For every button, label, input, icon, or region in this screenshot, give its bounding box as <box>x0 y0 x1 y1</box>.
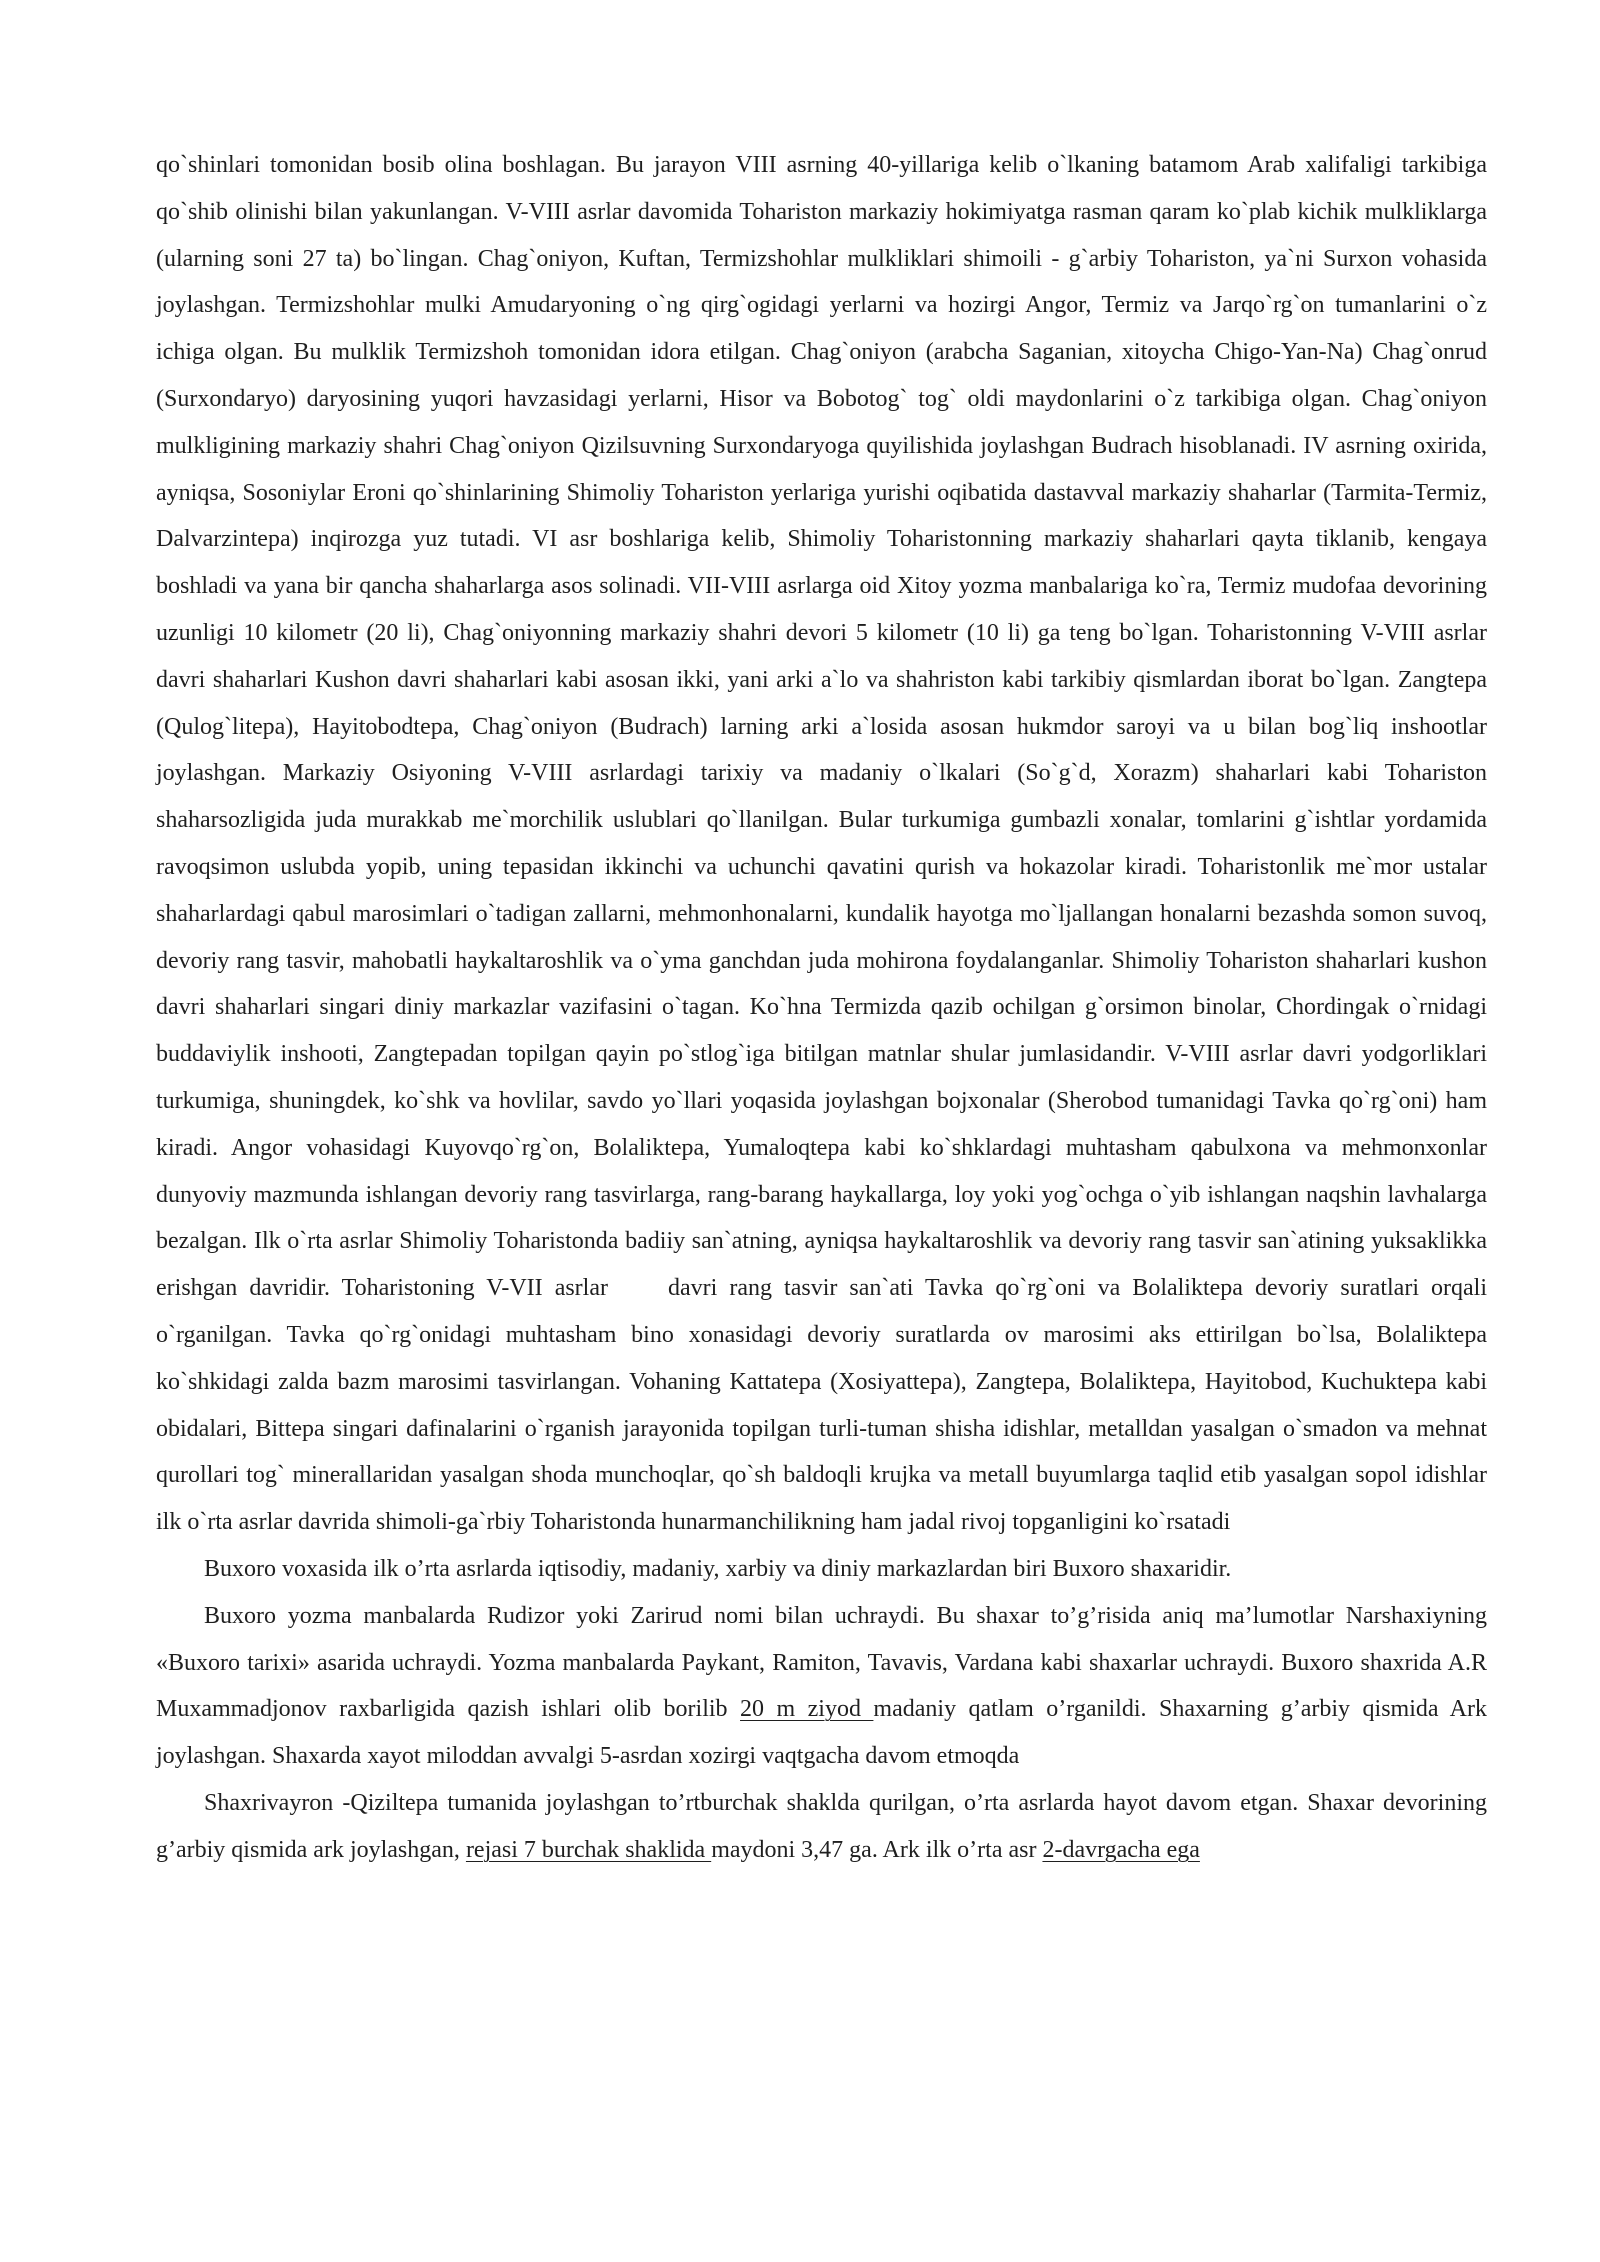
paragraph-toharistan <box>156 142 1487 1546</box>
document-page <box>156 142 1487 1873</box>
paragraph-buxoro-sources <box>156 1593 1487 1780</box>
paragraph-buxoro-intro: Buxoro voxasida ilk o’rta asrlarda iqtisodiy, madaniy, xarbiy va diniy markazlardan biri Buxoro shaxaridir. <box>204 1555 1232 1582</box>
underlined-period: 2-davrgacha ega <box>1042 1836 1200 1863</box>
paragraph-shaxrivayron-mid: maydoni 3,47 ga. Ark ilk o’rta asr <box>711 1836 1037 1863</box>
paragraph-buxoro-sources-rest: madaniy qatlam o’rganildi. Shaxarning g’arbiy qismida Ark joylashgan. Shaxarda xayot miloddan avvalgi 5-asrdan xozirgi vaqtgacha davom etmoqda <box>156 1696 1487 1770</box>
paragraph-buxoro-sources-text: Buxoro yozma manbalarda Rudizor yoki Zarirud nomi bilan uchraydi. Bu shaxar to’g’risida aniq ma’lumotlar Narshaxiyning «Buxoro tarixi» asarida uchraydi. Yozma manbalarda Paykant, Ramiton, Tavavis, Vardana kabi shaxarlar uchraydi. Buxoro shaxrida A.R Muxammadjonov raxbarligida qazish ishlari olib borilib <box>156 1602 1487 1723</box>
underlined-depth: 20 m ziyod <box>740 1696 874 1723</box>
underlined-plan: rejasi 7 burchak shaklida <box>465 1836 712 1863</box>
paragraph-toharistan-text: qo`shinlari tomonidan bosib olina boshlagan. Bu jarayon VIII asrning 40-yillariga kelib o`lkaning batamom Arab xalifaligi tarkibiga qo`shib olinishi bilan yakunlangan. V-VIII asrlar davomida Toharistоn markaziy hokimiyatga rasman qaram ko`plab kichik mulkliklarga (ularning soni 27 ta) bo`lingan. Chag`oniyon, Kuftan, Termizshohlar mulkliklari shimoili - g`arbiy Toharistоn, ya`ni Surxon vohasida joylashgan. Termizshohlar mulki Amudaryoning o`ng qirg`ogidagi yerlarni va hozirgi Angor, Termiz va Jarqo`rg`on tumanlarini o`z ichiga olgan. Bu mulklik Termizshoh tomonidan idora etilgan. Chag`oniyon (arabcha Saganian, xitoycha Chigo-Yan-Na) Chag`onrud (Surxondaryo) daryosining yuqori havzasidagi yerlarni, Hisor va Bobotog` tog` oldi maydonlarini o`z tarkibiga olgan. Chag`oniyon mulkligining markaziy shahri Chag`oniyon Qizilsuvning Surxondaryoga quyilishida joylashgan Budrach hisoblanadi. IV asrning oxirida, ayniqsa, Sosoniylar Eroni qo`shinlarining Shimoliy Toharistоn yerlariga yurishi oqibatida dastavval markaziy shaharlar (Tarmita-Termiz, Dalvarzintepa) inqirozga yuz tutadi. VI asr boshlariga kelib, Shimoliy Toharistоnning markaziy shaharlari qayta tiklanib, kengaya boshladi va yana bir qancha shaharlarga asos solinadi. VII-VIII asrlarga oid Xitoy yozma manbalariga ko`ra, Termiz mudofaa devorining uzunligi 10 kilometr (20 li), Chag`oniyonning markaziy shahri devori 5 kilometr (10 li) ga teng bo`lgan. Toharistоnning V-VIII asrlar davri shaharlari Kushon davri shaharlari kabi asosan ikki, yani arki a`lo va shahriston kabi tarkibiy qismlardan iborat bo`lgan. Zangtepa (Qulog`litepa), Hayitobodtepa, Chag`oniyon (Budrach) larning arki a`losida asosan hukmdor saroyi va u bilan bog`liq inshootlar joylashgan. Markaziy Osiyoning V-VIII asrlardagi tarixiy va madaniy o`lkalari (So`g`d, Xorazm) shaharlari kabi Toharistоn shaharsozligida juda murakkab me`morchilik uslublari qo`llanilgan. Bular turkumiga gumbazli xonalar, tomlarini g`ishtlar yordamida ravoqsimon uslubda yopib, uning tepasidan ikkinchi va uchunchi qavatini qurish va hokazolar kiradi. Toharistоnlik me`mor ustalar shaharlardagi qabul marosimlari o`tadigan zallarni, mehmonhonalarni, kundalik hayotga mo`ljallangan honalarni bezashda somon suvoq, devoriy rang tasvir, mahobatli haykaltaroshlik va o`yma ganchdan juda mohirona foydalanganlar. Shimoliy Toharistоn shaharlari kushon davri shaharlari singari diniy markazlar vazifasini o`tagan. Ko`hna Termizda qazib ochilgan g`orsimon binolar, Chordingak o`rnidagi buddaviylik inshooti, Zangtepadan topilgan qayin po`stlog`iga bitilgan matnlar shular jumlasidandir. V-VIII asrlar davri yodgorliklari turkumiga, shuningdek, ko`shk va hovlilar, savdo yo`llari yoqasida joylashgan bojxonalar (Sherobod tumanidagi Tavka qo`rg`oni) ham kiradi. Angor vohasidagi Kuyovqo`rg`on, Bolaliktepa, Yumaloqtepa kabi ko`shklardagi muhtasham qabulxona va mehmonxonlar dunyoviy mazmunda ishlangan devoriy rang tasvirlarga, rang-barang haykallarga, loy yoki yog`ochga o`yib ishlangan naqshin lavhalarga bezalgan. Ilk o`rta asrlar Shimoliy Toharistondа badiiy san`atning, ayniqsa haykaltaroshlik va devoriy rang tasvir san`atining yuksaklikka erishgan davridir. Toharistоning V-VII asrlar <box>156 152 1487 1302</box>
paragraph-toharistan-continuation: davri rang tasvir san`ati Tavka qo`rg`oni va Bolaliktepa devoriy suratlari orqali o`rganilgan. Tavka qo`rg`onidagi muhtasham bino xonasidagi devoriy suratlarda ov marosimi aks ettirilgan bo`lsa, Bolaliktepa ko`shkidagi zalda bazm marosimi tasvirlangan. Vohaning Kattatepa (Xosiyattepa), Zangtepa, Bolaliktepa, Hayitobod, Kuchuktepa kabi obidalari, Bittepa singari dafinalarini o`rganish jarayonida topilgan turli-tuman shisha idishlar, metalldan yasalgan o`smadon va mehnat qurollari tog` minerallaridan yasalgan shoda munchoqlar, qo`sh baldoqli krujka va metall buyumlarga taqlid etib yasalgan sopol idishlar ilk o`rta asrlar davrida shimoli-ga`rbiy Toharistonda hunarmanchilikning ham jadal rivoj topganligini ko`rsatadi <box>156 1275 1488 1536</box>
paragraph-shaxrivayron <box>156 1780 1487 1874</box>
paragraph-shaxrivayron-text: Shaxrivayron -Qiziltepa tumanida joylashgan to’rtburchak shaklda qurilgan, o’rta asrlarda hayot davom etgan. Shaxar devorining g’arbiy qismida ark joylashgan, <box>156 1789 1487 1863</box>
